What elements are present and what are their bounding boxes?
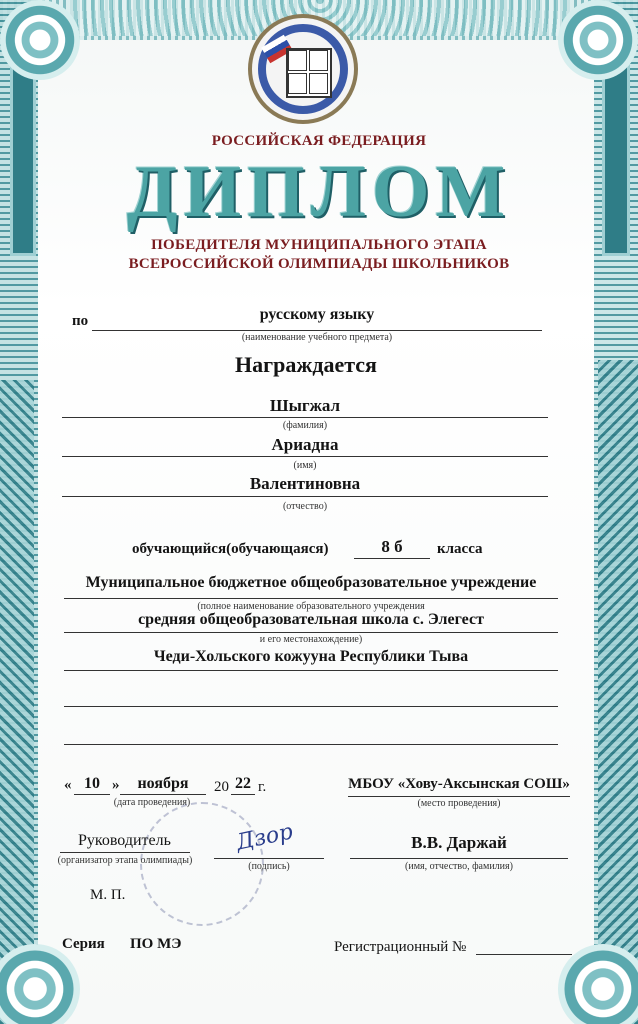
registration-number-line <box>476 954 572 955</box>
diploma-subtitle-line1: ПОБЕДИТЕЛЯ МУНИЦИПАЛЬНОГО ЭТАПА <box>151 237 487 253</box>
date-close-quote: » <box>112 777 120 793</box>
grade-suffix: класса <box>437 541 483 557</box>
emblem-shield <box>286 48 332 98</box>
date-day: 10 <box>84 775 100 792</box>
name-caption: (имя) <box>293 460 317 471</box>
emblem-quadrant <box>288 73 307 94</box>
signature-caption: (подпись) <box>248 861 290 872</box>
handwritten-signature: Дзор <box>234 819 296 856</box>
student-label: обучающийся(обучающаяся) <box>132 541 329 557</box>
grade-line <box>354 558 430 559</box>
date-open-quote: « <box>64 777 72 793</box>
rosette-bottom-left <box>0 944 80 1024</box>
full-name-line <box>350 858 568 859</box>
school-caption1: (полное наименование образовательного учреждения <box>197 601 425 612</box>
subject-caption: (наименование учебного предмета) <box>241 332 393 343</box>
surname-value: Шыгжал <box>269 396 341 415</box>
patronymic-caption: (отчество) <box>282 501 328 512</box>
school-line1 <box>64 598 558 599</box>
signatory-full-name: В.В. Даржай <box>411 833 507 852</box>
series-value: ПО МЭ <box>130 936 182 952</box>
role-caption: (организатор этапа олимпиады) <box>57 855 193 866</box>
school-name-line3: Чеди-Хольского кожууна Республики Тыва <box>153 648 469 665</box>
school-line2 <box>64 632 558 633</box>
olympiad-emblem-icon <box>248 14 358 124</box>
rosette-top-left <box>0 0 80 80</box>
signature-line <box>214 858 324 859</box>
rosette-bottom-right <box>558 944 638 1024</box>
date-year-end: г. <box>258 779 267 795</box>
surname-line <box>62 417 548 418</box>
date-year-line <box>231 794 255 795</box>
surname-caption: (фамилия) <box>282 420 328 431</box>
patronymic-line <box>62 496 548 497</box>
date-year-prefix: 20 <box>214 779 229 795</box>
patronymic-value: Валентиновна <box>249 474 361 493</box>
date-month: ноября <box>137 775 189 792</box>
emblem-quadrant <box>309 73 328 94</box>
name-line <box>62 456 548 457</box>
awarded-heading: Награждается <box>235 352 377 377</box>
date-year-suffix: 22 <box>235 775 251 792</box>
role-line <box>60 852 190 853</box>
subject-line <box>92 330 542 331</box>
signatory-role: Руководитель <box>78 832 171 849</box>
emblem-quadrant <box>288 50 307 71</box>
grade-value: 8 б <box>381 537 403 556</box>
venue-line <box>348 796 570 797</box>
date-caption: (дата проведения) <box>113 797 191 808</box>
frame-right-lower-border <box>598 360 638 1024</box>
date-day-line <box>74 794 110 795</box>
emblem-quadrant <box>309 50 328 71</box>
stamp-place-label: М. П. <box>90 887 126 903</box>
country-heading: РОССИЙСКАЯ ФЕДЕРАЦИЯ <box>211 133 427 149</box>
diploma-subtitle-line2: ВСЕРОССИЙСКОЙ ОЛИМПИАДЫ ШКОЛЬНИКОВ <box>128 256 510 272</box>
school-line3 <box>64 670 558 671</box>
venue-caption: (место проведения) <box>417 798 501 809</box>
blank-line <box>64 706 558 707</box>
date-month-line <box>120 794 206 795</box>
blank-line <box>64 744 558 745</box>
registration-label: Регистрационный № <box>334 939 467 955</box>
rosette-top-right <box>558 0 638 80</box>
venue-value: МБОУ «Хову-Аксынская СОШ» <box>348 776 570 792</box>
frame-left-lower-border <box>0 380 34 1024</box>
full-name-caption: (имя, отчество, фамилия) <box>405 861 513 872</box>
subject-value: русскому языку <box>259 306 375 323</box>
diploma-title: ДИПЛОМ <box>126 151 512 233</box>
subject-prefix: по <box>72 313 89 329</box>
school-caption2: и его местонахождение) <box>259 634 363 645</box>
school-name-line2: средняя общеобразовательная школа с. Элегест <box>138 611 484 628</box>
name-value: Ариадна <box>271 435 339 454</box>
series-label: Серия <box>62 936 105 952</box>
school-name-line1: Муниципальное бюджетное общеобразовательное учреждение <box>85 574 537 591</box>
